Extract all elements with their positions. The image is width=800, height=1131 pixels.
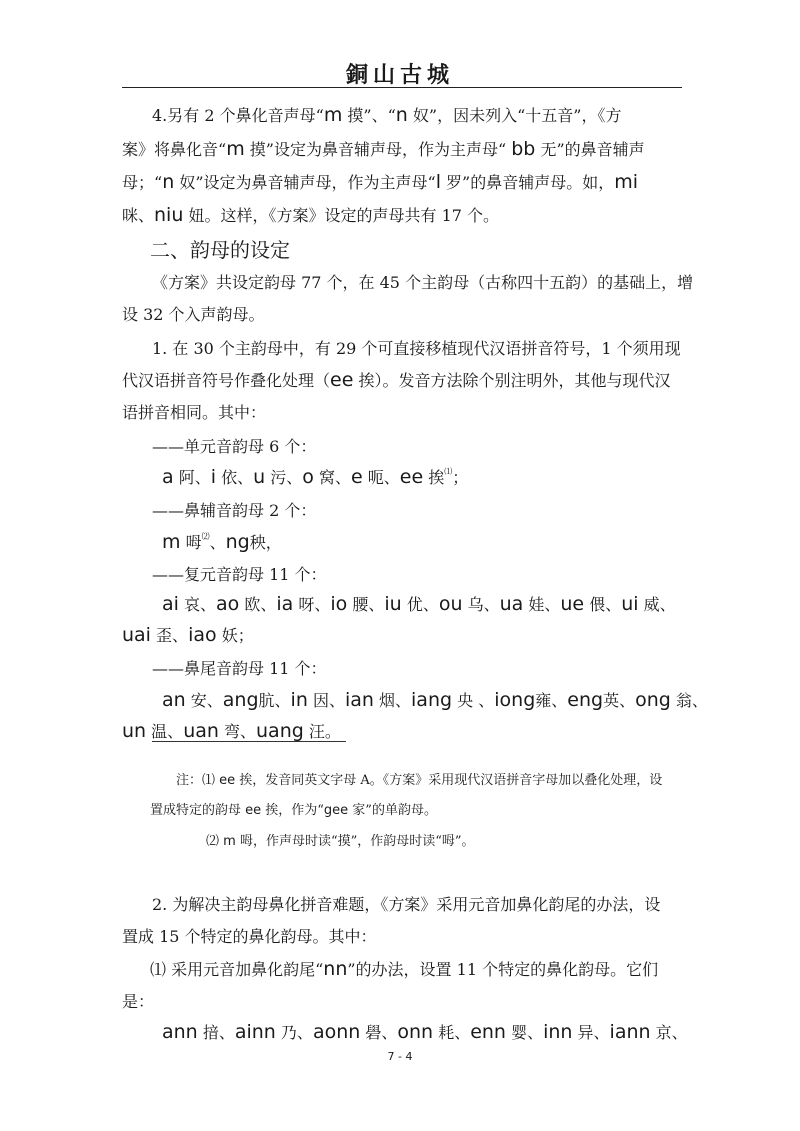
pinyin-text: aonn <box>312 1021 361 1043</box>
text-run: 挨，作为“ <box>261 803 324 818</box>
text-run: 优、 <box>401 595 439 614</box>
text-run: 英、 <box>603 691 636 710</box>
text-run: ——鼻尾音韵母 11 个： <box>152 659 327 678</box>
pinyin-text: ee <box>399 466 424 488</box>
text-line <box>162 688 708 711</box>
text-run: 央 、 <box>452 691 495 710</box>
text-run: ——复元音韵母 11 个： <box>152 565 327 584</box>
pinyin-text: ua <box>499 593 524 615</box>
page-number: 7 - 4 <box>387 1050 413 1063</box>
pinyin-text: bb <box>511 138 536 160</box>
pinyin-text: ee <box>245 803 262 818</box>
text-line <box>162 465 468 488</box>
text-run: 偎、 <box>584 595 622 614</box>
pinyin-text: m <box>223 834 236 849</box>
text-run: 挨）。发音方法除个别注明外，其他与现代汉 <box>353 371 671 390</box>
text-line <box>152 562 327 585</box>
pinyin-text: uan <box>183 720 219 742</box>
pinyin-text: in <box>290 689 308 711</box>
pinyin-text: nn <box>323 958 348 980</box>
pinyin-text: l <box>435 171 441 193</box>
pinyin-text: ue <box>560 593 585 615</box>
pinyin-text: ong <box>635 689 671 711</box>
pinyin-text: ee <box>219 773 236 788</box>
text-line <box>122 137 645 160</box>
text-run: 、 <box>209 533 226 552</box>
pinyin-text: i <box>210 466 217 488</box>
text-run: 窝、 <box>313 468 351 487</box>
pinyin-text: ann <box>162 1021 198 1043</box>
pinyin-text: iann <box>609 1021 651 1043</box>
footnote-line <box>206 830 475 849</box>
pinyin-text: m <box>162 531 181 553</box>
text-run: 摸”、“ <box>342 106 396 125</box>
text-run: 代汉语拼音符号作叠化处理（ <box>122 371 331 390</box>
pinyin-text: ou <box>438 593 463 615</box>
text-run: 无”的鼻音辅声 <box>535 140 645 159</box>
text-run: 安、 <box>185 691 223 710</box>
text-run: 欧、 <box>239 595 277 614</box>
text-run: 烟、 <box>373 691 412 710</box>
pinyin-text: iang <box>411 689 453 711</box>
text-run: 肮、 <box>258 691 291 710</box>
footnote-rule <box>152 741 346 742</box>
text-run: ； <box>452 468 469 487</box>
text-line <box>122 924 377 947</box>
text-run: 妞。这样，《方案》设定的声母共有 17 个。 <box>183 206 500 225</box>
text-run: 弯、 <box>218 722 257 741</box>
text-run: 汪。 <box>303 722 341 741</box>
text-run: 1. 在 30 个主韵母中，有 29 个可直接移植现代汉语拼音符号，1 个须用现 <box>152 339 681 358</box>
text-line <box>122 302 265 325</box>
text-run: 语拼音相同。其中： <box>122 403 267 422</box>
pinyin-text: ian <box>344 689 374 711</box>
pinyin-text: m <box>323 104 343 126</box>
text-run: 挨 <box>423 468 445 487</box>
text-run: 娃、 <box>523 595 561 614</box>
pinyin-text: n <box>395 104 408 126</box>
text-run: 威、 <box>638 595 676 614</box>
text-run: 婴、 <box>505 1023 544 1042</box>
text-run: 奴”设定为鼻音辅声母，作为主声母“ <box>174 173 436 192</box>
pinyin-text: gee <box>323 803 349 818</box>
text-run: 呀、 <box>293 595 331 614</box>
text-run: ⑵ <box>206 834 224 849</box>
pinyin-text: io <box>330 593 348 615</box>
text-run: 案》将鼻化音“ <box>122 140 227 159</box>
text-run: 礐、 <box>360 1023 398 1042</box>
text-run: 摸”设定为鼻音辅声母，作为主声母“ <box>244 140 512 159</box>
text-run: 秧， <box>249 533 282 552</box>
text-line <box>152 434 316 457</box>
text-line <box>162 530 282 553</box>
pinyin-text: uai <box>122 624 151 646</box>
text-line <box>152 103 621 126</box>
text-line <box>162 592 676 615</box>
pinyin-text: un <box>122 720 147 742</box>
text-run: ——单元音韵母 6 个： <box>152 437 317 456</box>
pinyin-text: iao <box>188 624 217 646</box>
text-run: 设 32 个入声韵母。 <box>122 305 265 324</box>
text-run: 污、 <box>265 468 303 487</box>
text-run: 妖； <box>216 626 254 645</box>
text-run: 母；“ <box>122 173 163 192</box>
text-run: 雍、 <box>535 691 568 710</box>
footnote-marker: ⑴ <box>444 467 453 476</box>
text-line <box>152 892 660 915</box>
pinyin-text: ee <box>330 369 354 391</box>
text-run: 哀、 <box>178 595 217 614</box>
text-run: ”的办法，设置 11 个特定的鼻化韵母。它们 <box>347 960 659 979</box>
text-line <box>162 1020 688 1043</box>
text-line <box>122 203 499 226</box>
text-run: 乌、 <box>462 595 500 614</box>
pinyin-text: inn <box>543 1021 573 1043</box>
text-run: 乃、 <box>275 1023 313 1042</box>
text-run: 置成特定的韵母 <box>150 803 246 818</box>
footnote-marker: ⑵ <box>201 532 210 541</box>
text-run: 挨，发音同英文字母 A。《方案》采用现代汉语拼音字母加以叠化处理，设 <box>235 773 663 788</box>
text-line <box>122 989 154 1012</box>
footnote-line <box>150 799 437 818</box>
text-run: 是： <box>122 992 155 1011</box>
text-line <box>152 336 681 359</box>
text-run: 阿、 <box>173 468 211 487</box>
pinyin-text: onn <box>397 1021 434 1043</box>
section-heading <box>150 234 290 263</box>
text-run: 腰、 <box>347 595 385 614</box>
pinyin-text: mi <box>614 171 639 193</box>
text-run: ——鼻辅音韵母 2 个： <box>152 501 317 520</box>
pinyin-text: niu <box>154 204 184 226</box>
pinyin-text: uang <box>256 720 304 742</box>
pinyin-text: a <box>162 466 174 488</box>
text-line <box>150 957 658 980</box>
text-run: 家”的单韵母。 <box>348 803 437 818</box>
pinyin-text: ng <box>225 531 250 553</box>
text-run: 京、 <box>650 1023 688 1042</box>
footnote-line <box>176 769 662 788</box>
pinyin-text: ao <box>216 593 240 615</box>
header-title: 銅山古城 <box>345 63 454 88</box>
text-line <box>152 270 693 293</box>
text-run: 二、韵母的设定 <box>150 238 290 262</box>
pinyin-text: eng <box>567 689 604 711</box>
text-line <box>122 623 254 646</box>
pinyin-text: o <box>302 466 314 488</box>
text-line <box>152 656 327 679</box>
text-run: 翁、 <box>670 691 708 710</box>
text-run: ⑴ 采用元音加鼻化韵尾“ <box>150 960 324 979</box>
text-run: 注：⑴ <box>176 773 220 788</box>
text-run: 4.另有 2 个鼻化音声母“ <box>152 106 324 125</box>
text-line <box>122 719 341 742</box>
pinyin-text: ui <box>621 593 639 615</box>
pinyin-text: u <box>253 466 266 488</box>
text-line <box>122 170 638 193</box>
text-run: 咪、 <box>122 206 155 225</box>
text-run: 耗、 <box>433 1023 471 1042</box>
text-run: 揞、 <box>197 1023 235 1042</box>
text-run: 呃、 <box>362 468 400 487</box>
text-run: 奴”，因未列入“十五音”，《方 <box>407 106 622 125</box>
pinyin-text: ia <box>276 593 294 615</box>
text-run: 呣，作声母时读“摸”，作韵母时读“呣”。 <box>235 834 475 849</box>
text-run: 因、 <box>307 691 345 710</box>
pinyin-text: ainn <box>234 1021 276 1043</box>
pinyin-text: ai <box>162 593 179 615</box>
text-run: 2. 为解决主韵母鼻化拼音难题，《方案》采用元音加鼻化韵尾的办法，设 <box>152 895 661 914</box>
header-rule <box>122 87 682 88</box>
text-run: 《方案》共设定韵母 77 个，在 45 个主韵母（古称四十五韵）的基础上，增 <box>152 273 694 292</box>
pinyin-text: iong <box>494 689 536 711</box>
text-run: 温、 <box>146 722 184 741</box>
pinyin-text: ang <box>222 689 259 711</box>
text-line <box>122 400 266 423</box>
pinyin-text: an <box>162 689 186 711</box>
text-run: 歪、 <box>150 626 189 645</box>
pinyin-text: e <box>350 466 363 488</box>
pinyin-text: enn <box>470 1021 506 1043</box>
text-line <box>122 368 671 391</box>
pinyin-text: n <box>162 171 175 193</box>
text-run: 置成 15 个特定的鼻化韵母。其中： <box>122 927 377 946</box>
pinyin-text: m <box>226 138 245 160</box>
text-line <box>152 498 316 521</box>
pinyin-text: iu <box>384 593 402 615</box>
text-run: 异、 <box>572 1023 610 1042</box>
text-run: 罗”的鼻音辅声母。如， <box>440 173 615 192</box>
text-run: 依、 <box>216 468 254 487</box>
text-run: 呣 <box>180 533 202 552</box>
